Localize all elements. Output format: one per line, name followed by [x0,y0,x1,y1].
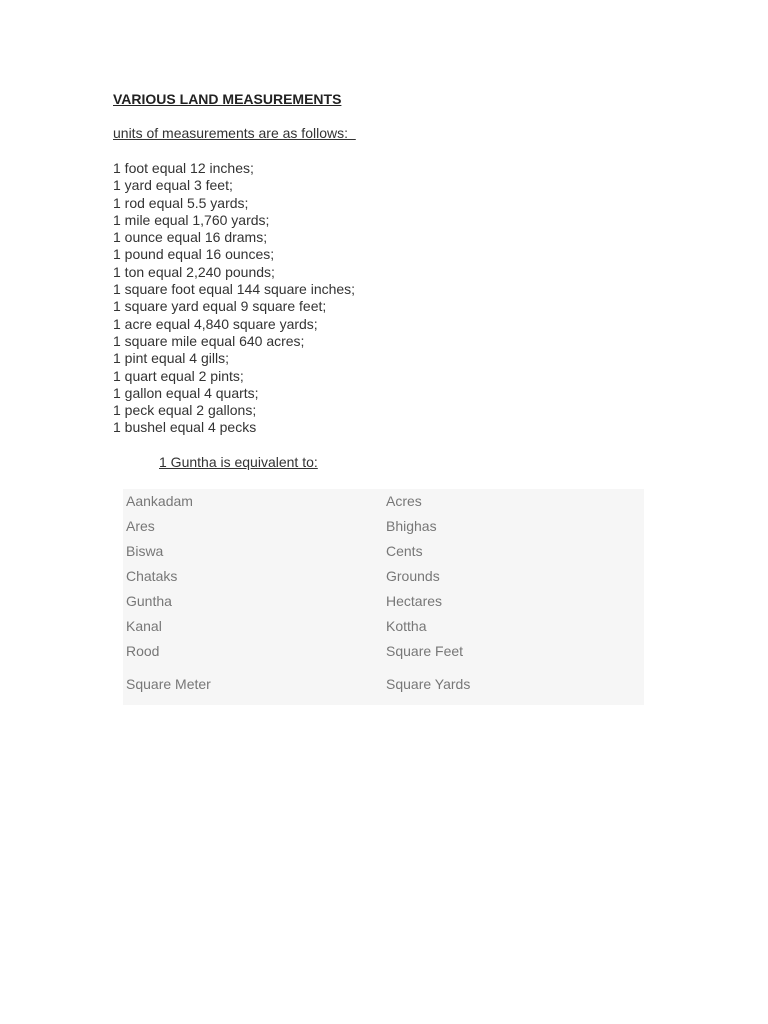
document-subtitle: units of measurements are as follows: [113,125,356,141]
table-cell: Kanal [126,617,162,634]
guntha-heading: 1 Guntha is equivalent to: [159,454,318,470]
table-row [123,613,644,638]
table-cell: Rood [126,642,160,659]
list-item: 1 gallon equal 4 quarts; [113,384,259,401]
table-cell: Square Yards [386,676,471,692]
table-row [123,588,644,613]
list-item: 1 ton equal 2,240 pounds; [113,263,275,280]
list-item: 1 bushel equal 4 pecks [113,419,257,436]
list-item: 1 mile equal 1,760 yards; [113,211,270,228]
table-cell: Ares [126,517,155,534]
table-cell: Hectares [386,592,443,609]
table-cell: Kottha [386,617,427,634]
list-item: 1 pint equal 4 gills; [113,350,229,367]
list-item: 1 pound equal 16 ounces; [113,246,275,263]
list-item: 1 ounce equal 16 drams; [113,229,268,246]
table-cell: Square Meter [126,676,211,692]
list-item: 1 square foot equal 144 square inches; [113,281,356,298]
table-row [123,563,644,588]
list-item: 1 square yard equal 9 square feet; [113,298,327,315]
document-title: VARIOUS LAND MEASUREMENTS [113,91,342,107]
table-cell: Biswa [126,542,164,559]
table-cell: Grounds [386,567,440,584]
table-row [123,538,644,563]
list-item: 1 quart equal 2 pints; [113,367,244,384]
measurement-list [113,160,355,437]
table-cell: Square Feet [386,642,464,659]
list-item: 1 rod equal 5.5 yards; [113,194,249,211]
table-row [123,513,644,538]
table-cell: Chataks [126,567,178,584]
table-cell: Aankadam [126,493,193,509]
table-cell: Bhighas [386,517,437,534]
list-item: 1 peck equal 2 gallons; [113,402,257,419]
table-cell: Cents [386,542,423,559]
list-item: 1 foot equal 12 inches; [113,160,254,176]
list-item: 1 yard equal 3 feet; [113,177,233,194]
units-table [123,489,644,705]
table-cell: Acres [386,493,422,509]
units-table-container [123,489,644,705]
list-item: 1 acre equal 4,840 square yards; [113,315,318,332]
table-row [123,638,644,663]
table-row [123,489,644,513]
table-cell: Guntha [126,592,172,609]
list-item: 1 square mile equal 640 acres; [113,332,305,349]
table-row [123,663,644,705]
